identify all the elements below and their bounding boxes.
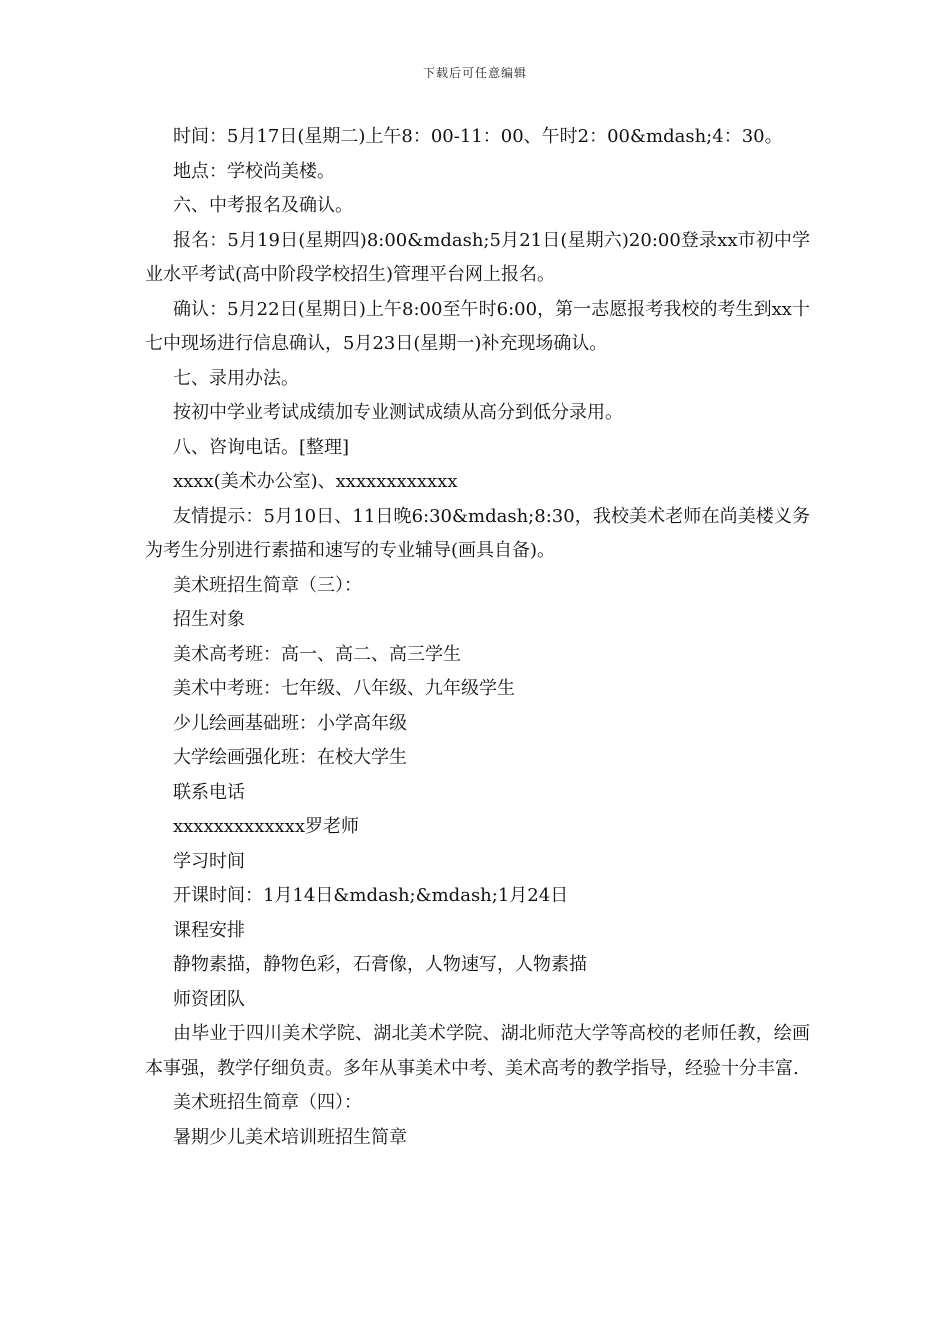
subheading-study-time: 学习时间 (173, 850, 245, 872)
section-heading-admission: 七、录用办法。 (173, 367, 299, 389)
paragraph-time: 时间：5月17日(星期二)上午8：00-11：00、午时2：00&mdash;4：30。 (173, 126, 783, 147)
paragraph-faculty: 由毕业于四川美术学院、湖北美术学院、湖北师范大学等高校的老师任教，绘画本事强，教学仔细负责。多年从事美术中考、美术高考的教学指导，经验十分丰富. (145, 1023, 810, 1079)
heading-brochure-4: 美术班招生简章（四）： (173, 1092, 362, 1113)
paragraph-registration: 报名：5月19日(星期四)8:00&mdash;5月21日(星期六)20:00登录xx市初中学业水平考试(高中阶段学校招生)管理平台网上报名。 (145, 229, 810, 285)
list-item-zhongkao-class: 美术中考班：七年级、八年级、九年级学生 (173, 678, 515, 699)
paragraph-friendly-tip: 友情提示：5月10日、11日晚6:30&mdash;8:30，我校美术老师在尚美楼义务为考生分别进行素描和速写的专业辅导(画具自备)。 (145, 505, 810, 561)
section-heading-consult-phone: 八、咨询电话。[整理] (173, 436, 350, 458)
heading-brochure-3: 美术班招生简章（三）： (173, 574, 362, 596)
document-body (145, 120, 810, 1155)
paragraph-courses: 静物素描，静物色彩，石膏像，人物速写，人物素描 (173, 954, 587, 975)
paragraph-contact: xxxxxxxxxxxxx罗老师 (173, 816, 359, 837)
subheading-target-students: 招生对象 (173, 609, 245, 630)
section-heading-registration: 六、中考报名及确认。 (173, 195, 353, 216)
paragraph-confirmation: 确认：5月22日(星期日)上午8:00至午时6:00，第一志愿报考我校的考生到xx十七中现场进行信息确认，5月23日(星期一)补充现场确认。 (145, 298, 810, 354)
list-item-children-class: 少儿绘画基础班：小学高年级 (173, 712, 407, 734)
paragraph-summer-brochure: 暑期少儿美术培训班招生简章 (173, 1126, 407, 1148)
list-item-gaokao-class: 美术高考班：高一、高二、高三学生 (173, 643, 461, 665)
paragraph-course-dates: 开课时间：1月14日&mdash;&mdash;1月24日 (173, 885, 569, 906)
paragraph-admission-method: 按初中学业考试成绩加专业测试成绩从高分到低分录用。 (173, 402, 623, 423)
paragraph-location: 地点：学校尚美楼。 (173, 160, 335, 182)
subheading-curriculum: 课程安排 (173, 919, 245, 941)
subheading-contact-phone: 联系电话 (173, 781, 245, 803)
page-header: 下载后可任意编辑 (422, 66, 527, 80)
subheading-faculty: 师资团队 (173, 988, 245, 1010)
list-item-university-class: 大学绘画强化班：在校大学生 (173, 747, 407, 768)
paragraph-phone-numbers: xxxx(美术办公室)、xxxxxxxxxxxx (173, 471, 458, 492)
